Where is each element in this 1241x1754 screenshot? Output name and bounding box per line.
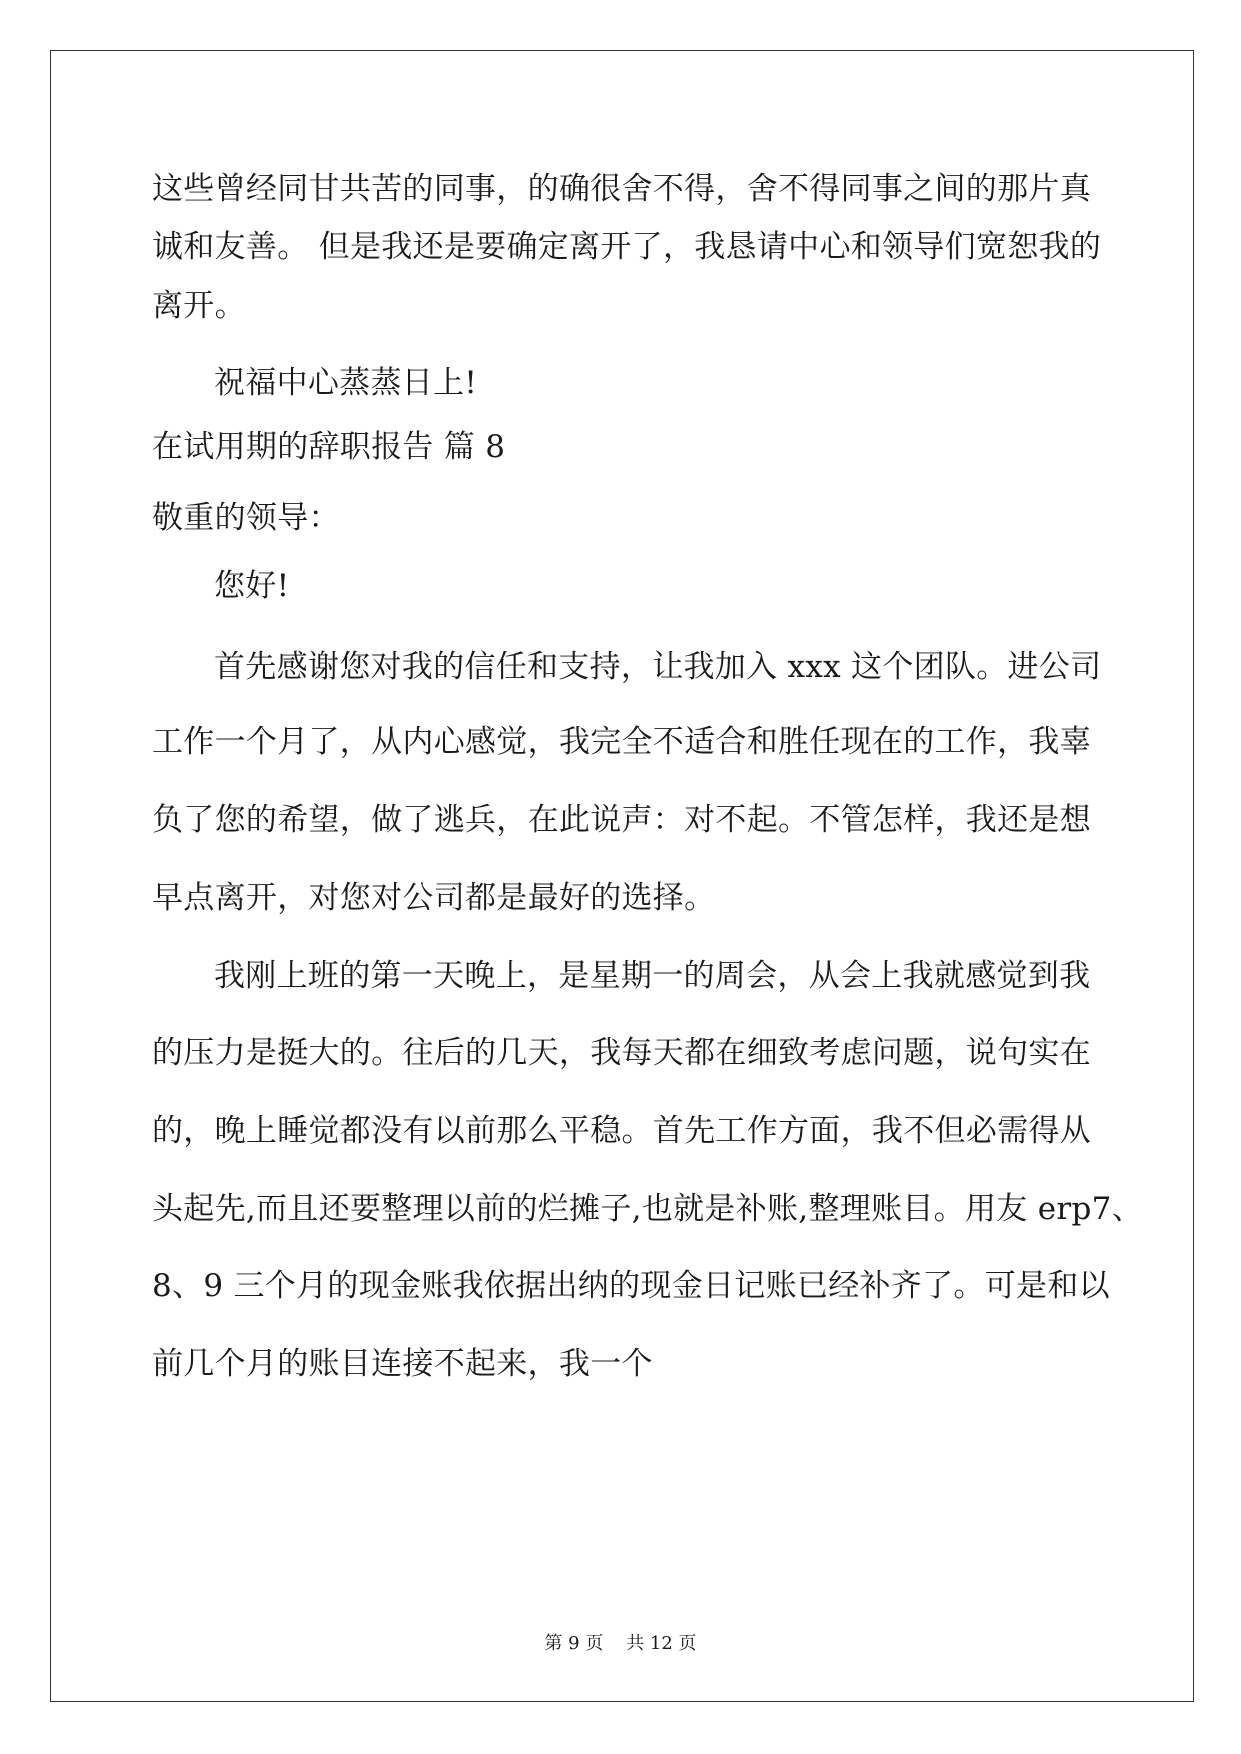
paragraph-line: 负了您的希望，做了逃兵，在此说声：对不起。不管怎样，我还是想	[152, 802, 1091, 838]
paragraph-line: 头起先,而且还要整理以前的烂摊子,也就是补账,整理账目。用友 erp7、	[152, 1191, 1143, 1227]
salutation: 敬重的领导：	[152, 500, 340, 536]
page-indicator: 第 9 页 共 12 页	[544, 1633, 697, 1654]
paragraph-line: 8、9 三个月的现金账我依据出纳的现金日记账已经补齐了。可是和以	[152, 1268, 1110, 1304]
paragraph-line: 这些曾经同甘共苦的同事，的确很舍不得，舍不得同事之间的那片真	[152, 171, 1091, 207]
paragraph-line: 首先感谢您对我的信任和支持，让我加入 xxx 这个团队。进公司	[214, 649, 1102, 685]
paragraph-line: 的，晚上睡觉都没有以前那么平稳。首先工作方面，我不但必需得从	[152, 1113, 1091, 1149]
paragraph-line: 早点离开，对您对公司都是最好的选择。	[152, 880, 716, 916]
paragraph-line: 祝福中心蒸蒸日上!	[214, 365, 478, 401]
greeting: 您好!	[214, 568, 290, 604]
paragraph-line: 我刚上班的第一天晚上，是星期一的周会，从会上我就感觉到我	[214, 958, 1091, 994]
paragraph-line: 的压力是挺大的。往后的几天，我每天都在细致考虑问题，说句实在	[152, 1035, 1091, 1071]
paragraph-line: 离开。	[152, 288, 246, 324]
section-heading: 在试用期的辞职报告 篇 8	[152, 429, 506, 465]
paragraph-line: 工作一个月了，从内心感觉，我完全不适合和胜任现在的工作，我辜	[152, 724, 1091, 760]
paragraph-line: 前几个月的账目连接不起来，我一个	[152, 1346, 653, 1382]
paragraph-line: 诚和友善。 但是我还是要确定离开了，我恳请中心和领导们宽恕我的	[152, 229, 1102, 265]
